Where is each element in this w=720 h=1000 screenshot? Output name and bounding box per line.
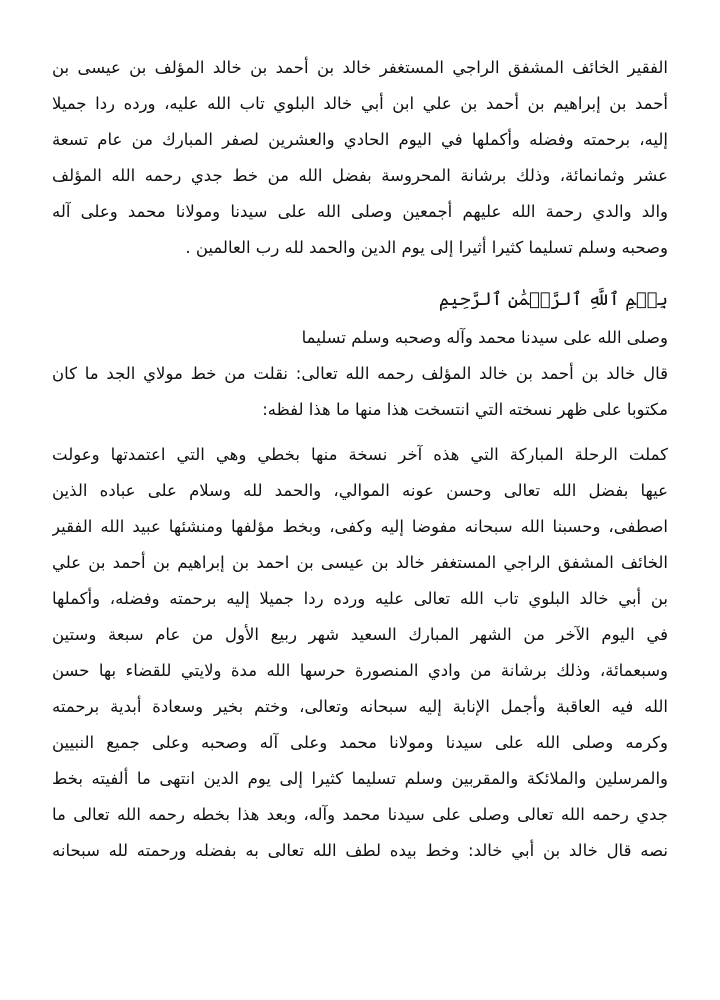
invocation-block	[52, 280, 668, 428]
intro-line: قال خالد بن أحمد بن خالد المؤلف رحمه الله تعالى: نقلت من خط مولاي الجد ما كان	[52, 364, 668, 383]
basmala-heading: بِسۡمِ ٱللَّهِ ٱلرَّحۡمَٰنِ ٱلرَّحِيمِ	[438, 289, 668, 310]
text-line: الله فيه العاقبة وأجمل الإنابة إليه سبحانه وتعالى، وختم بخير وسعادة أبدية برحمته	[52, 697, 668, 716]
document-page	[52, 50, 668, 869]
text-line: والمرسلين والملائكة والمقربين وسلم تسليما كثيرا إلى يوم الدين انتهى ما ألفيته بخط	[52, 769, 668, 788]
text-line: نصه قال خالد بن أبي خالد: وخط بيده لطف الله تعالى به بفضله ورحمته لله سبحانه	[52, 841, 668, 860]
text-line: اصطفى، وحسبنا الله سبحانه مفوضا إليه وكفى، وبخط مؤلفها ومنشئها عبيد الله الفقير	[52, 517, 668, 536]
text-line: وصحبه وسلم تسليما كثيرا أثيرا إلى يوم الدين والحمد لله رب العالمين .	[185, 238, 668, 257]
text-line: أحمد بن إبراهيم بن أحمد بن علي ابن أبي خالد البلوي تاب الله عليه، ورده ردا جميلا	[52, 94, 668, 113]
text-line: بن أبي خالد البلوي تاب الله تعالى عليه ورده ردا جميلا إليه برحمته وفضله، وأكملها	[52, 589, 668, 608]
intro-line: مكتوبا على ظهر نسخته التي انتسخت هذا منها ما هذا لفظه:	[262, 400, 668, 419]
text-line: كملت الرحلة المباركة التي هذه آخر نسخة منها بخطي وهي التي اعتمدتها وعولت	[52, 445, 668, 464]
colophon-paragraph-second	[52, 437, 668, 869]
text-line: جدي رحمه الله تعالى وصلى على سيدنا محمد وآله، وبعد هذا بخطه رحمه الله تعالى ما	[52, 805, 668, 824]
text-line: الخائف المشفق الراجي المستغفر خالد بن عيسى بن احمد بن إبراهيم بن أحمد بن علي	[52, 553, 668, 572]
text-line: الفقير الخائف المشفق الراجي المستغفر خالد بن أحمد بن خالد المؤلف بن عيسى بن	[52, 58, 668, 77]
colophon-paragraph-first	[52, 50, 668, 266]
text-line: عشر وثمانمائة، وذلك برشانة المحروسة بفضل الله من خط جدي رحمه الله المؤلف	[52, 166, 668, 185]
text-line: وكرمه وصلى الله على سيدنا ومولانا محمد وعلى آله وصحبه وعلى جميع النبيين	[52, 733, 668, 752]
salutation-line: وصلى الله على سيدنا محمد وآله وصحبه وسلم تسليما	[301, 328, 668, 347]
paragraph-spacer	[52, 266, 668, 280]
text-line: في اليوم الآخر من الشهر المبارك السعيد شهر ربيع الأول من عام سبعة وستين	[52, 625, 668, 644]
text-line: إليه، برحمته وفضله وأكملها في اليوم الحادي والعشرين لصفر المبارك من عام تسعة	[52, 130, 668, 149]
text-line: عيها بفضل الله تعالى وحسن عونه الموالي، والحمد لله وسلام على عباده الذين	[52, 481, 668, 500]
text-line: وسبعمائة، وذلك برشانة من وادي المنصورة حرسها الله مدة ولايتي للقضاء بها حسن	[52, 661, 668, 680]
paragraph-spacer	[52, 428, 668, 437]
text-line: والد والدي رحمة الله عليهم أجمعين وصلى الله على سيدنا ومولانا محمد وعلى آله	[52, 202, 668, 221]
